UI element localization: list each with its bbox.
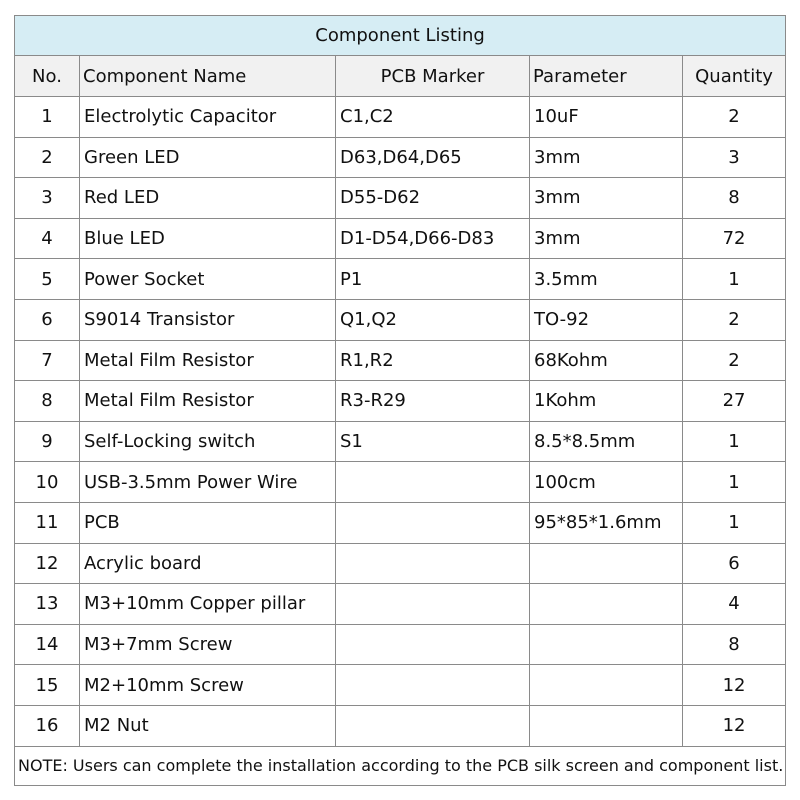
cell-pcb-marker — [336, 462, 530, 503]
cell-pcb-marker: C1,C2 — [336, 97, 530, 138]
cell-no: 7 — [15, 340, 80, 381]
cell-no: 6 — [15, 299, 80, 340]
cell-pcb-marker: R3-R29 — [336, 381, 530, 422]
cell-quantity: 2 — [683, 340, 786, 381]
cell-component-name: M2+10mm Screw — [80, 665, 336, 706]
cell-pcb-marker: D55-D62 — [336, 178, 530, 219]
cell-quantity: 12 — [683, 665, 786, 706]
cell-quantity: 3 — [683, 137, 786, 178]
cell-quantity: 1 — [683, 259, 786, 300]
cell-parameter: 3mm — [530, 218, 683, 259]
cell-no: 16 — [15, 705, 80, 746]
cell-parameter: 3.5mm — [530, 259, 683, 300]
cell-no: 10 — [15, 462, 80, 503]
table-row — [15, 462, 786, 503]
cell-quantity: 1 — [683, 462, 786, 503]
cell-no: 2 — [15, 137, 80, 178]
cell-parameter — [530, 624, 683, 665]
cell-pcb-marker: Q1,Q2 — [336, 299, 530, 340]
cell-pcb-marker: P1 — [336, 259, 530, 300]
cell-parameter: 3mm — [530, 137, 683, 178]
cell-component-name: M3+7mm Screw — [80, 624, 336, 665]
cell-quantity: 4 — [683, 584, 786, 625]
cell-component-name: Acrylic board — [80, 543, 336, 584]
cell-parameter: 100cm — [530, 462, 683, 503]
cell-quantity: 72 — [683, 218, 786, 259]
cell-parameter: 95*85*1.6mm — [530, 502, 683, 543]
cell-pcb-marker: D63,D64,D65 — [336, 137, 530, 178]
table-row — [15, 584, 786, 625]
table-row — [15, 543, 786, 584]
cell-pcb-marker: D1-D54,D66-D83 — [336, 218, 530, 259]
cell-component-name: USB-3.5mm Power Wire — [80, 462, 336, 503]
component-table — [14, 15, 786, 786]
table-row — [15, 97, 786, 138]
header-parameter: Parameter — [530, 56, 683, 97]
note-text: NOTE: Users can complete the installation according to the PCB silk screen and component list. — [15, 746, 786, 785]
header-no: No. — [15, 56, 80, 97]
cell-pcb-marker: S1 — [336, 421, 530, 462]
table-row — [15, 624, 786, 665]
component-listing — [14, 15, 785, 786]
cell-quantity: 6 — [683, 543, 786, 584]
cell-parameter — [530, 705, 683, 746]
table-row — [15, 137, 786, 178]
cell-parameter: 68Kohm — [530, 340, 683, 381]
cell-pcb-marker — [336, 705, 530, 746]
cell-parameter: TO-92 — [530, 299, 683, 340]
table-row — [15, 381, 786, 422]
cell-quantity: 2 — [683, 97, 786, 138]
table-row — [15, 299, 786, 340]
cell-quantity: 27 — [683, 381, 786, 422]
table-title: Component Listing — [15, 16, 786, 56]
cell-pcb-marker — [336, 502, 530, 543]
header-pcb-marker: PCB Marker — [336, 56, 530, 97]
table-row — [15, 340, 786, 381]
table-row — [15, 421, 786, 462]
table-row — [15, 665, 786, 706]
cell-component-name: M2 Nut — [80, 705, 336, 746]
cell-parameter — [530, 543, 683, 584]
cell-no: 5 — [15, 259, 80, 300]
cell-no: 1 — [15, 97, 80, 138]
cell-component-name: Blue LED — [80, 218, 336, 259]
cell-component-name: M3+10mm Copper pillar — [80, 584, 336, 625]
cell-no: 3 — [15, 178, 80, 219]
cell-component-name: Power Socket — [80, 259, 336, 300]
cell-pcb-marker — [336, 543, 530, 584]
cell-pcb-marker — [336, 665, 530, 706]
header-row — [15, 56, 786, 97]
cell-component-name: PCB — [80, 502, 336, 543]
cell-no: 11 — [15, 502, 80, 543]
cell-no: 8 — [15, 381, 80, 422]
cell-quantity: 8 — [683, 624, 786, 665]
cell-component-name: Metal Film Resistor — [80, 381, 336, 422]
cell-parameter — [530, 665, 683, 706]
cell-no: 4 — [15, 218, 80, 259]
cell-quantity: 1 — [683, 502, 786, 543]
cell-parameter: 3mm — [530, 178, 683, 219]
cell-no: 14 — [15, 624, 80, 665]
cell-no: 13 — [15, 584, 80, 625]
header-quantity: Quantity — [683, 56, 786, 97]
cell-no: 12 — [15, 543, 80, 584]
table-body — [15, 97, 786, 747]
cell-component-name: Electrolytic Capacitor — [80, 97, 336, 138]
cell-parameter: 8.5*8.5mm — [530, 421, 683, 462]
cell-component-name: Green LED — [80, 137, 336, 178]
header-component-name: Component Name — [80, 56, 336, 97]
table-row — [15, 502, 786, 543]
cell-quantity: 8 — [683, 178, 786, 219]
cell-quantity: 2 — [683, 299, 786, 340]
table-row — [15, 178, 786, 219]
cell-no: 9 — [15, 421, 80, 462]
cell-parameter — [530, 584, 683, 625]
table-row — [15, 218, 786, 259]
table-row — [15, 259, 786, 300]
cell-pcb-marker: R1,R2 — [336, 340, 530, 381]
cell-component-name: Metal Film Resistor — [80, 340, 336, 381]
cell-quantity: 1 — [683, 421, 786, 462]
cell-component-name: S9014 Transistor — [80, 299, 336, 340]
cell-pcb-marker — [336, 584, 530, 625]
cell-parameter: 1Kohm — [530, 381, 683, 422]
cell-no: 15 — [15, 665, 80, 706]
cell-component-name: Red LED — [80, 178, 336, 219]
cell-component-name: Self-Locking switch — [80, 421, 336, 462]
cell-parameter: 10uF — [530, 97, 683, 138]
table-row — [15, 705, 786, 746]
cell-pcb-marker — [336, 624, 530, 665]
cell-quantity: 12 — [683, 705, 786, 746]
